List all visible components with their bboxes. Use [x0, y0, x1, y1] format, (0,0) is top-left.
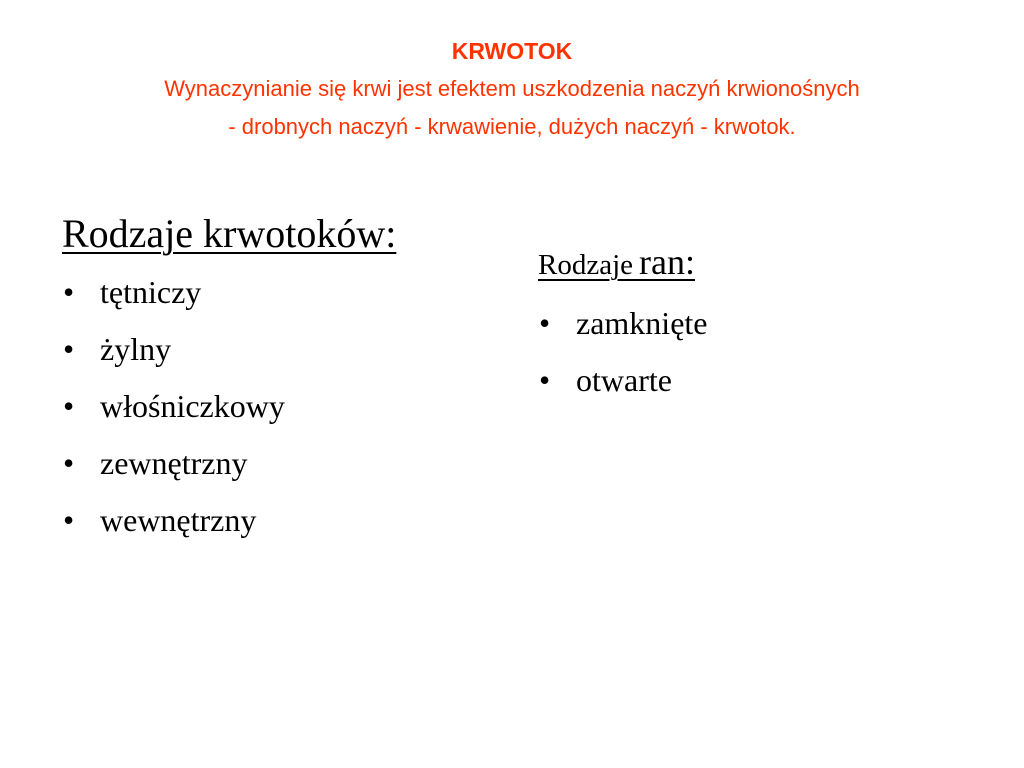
list-item-text: otwarte: [576, 362, 672, 398]
right-heading-part-2: ran:: [639, 242, 695, 282]
list-item: [62, 378, 502, 435]
page-title: KRWOTOK: [451, 38, 573, 64]
list-item: [62, 321, 502, 378]
list-item: [62, 492, 502, 549]
right-column-list: [538, 295, 978, 409]
bullet-icon: •: [63, 445, 75, 481]
right-heading-part-1: Rodzaje: [538, 249, 634, 281]
list-item: [62, 264, 502, 321]
bullet-icon: •: [63, 274, 75, 310]
bullet-icon: •: [63, 502, 75, 538]
list-item-text: wewnętrzny: [100, 502, 257, 538]
list-item: [538, 352, 978, 409]
right-column: [538, 236, 978, 409]
bullet-icon: •: [539, 362, 551, 398]
list-item-text: włośniczkowy: [100, 388, 285, 424]
list-item: [538, 295, 978, 352]
subtitle-line-2: - drobnych naczyń - krwawienie, dużych naczyń - krwotok.: [228, 114, 796, 139]
left-column: [62, 208, 502, 549]
bullet-icon: •: [63, 388, 75, 424]
list-item: [62, 435, 502, 492]
left-column-heading: Rodzaje krwotoków:: [62, 211, 397, 256]
left-column-list: [62, 264, 502, 549]
header: [0, 34, 1024, 148]
right-column-heading: [538, 236, 978, 293]
list-item-text: zewnętrzny: [100, 445, 248, 481]
bullet-icon: •: [539, 305, 551, 341]
list-item-text: zamknięte: [576, 305, 708, 341]
bullet-icon: •: [63, 331, 75, 367]
list-item-text: żylny: [100, 331, 172, 367]
list-item-text: tętniczy: [100, 274, 202, 310]
subtitle-line-1: Wynaczynianie się krwi jest efektem uszkodzenia naczyń krwionośnych: [164, 76, 860, 101]
